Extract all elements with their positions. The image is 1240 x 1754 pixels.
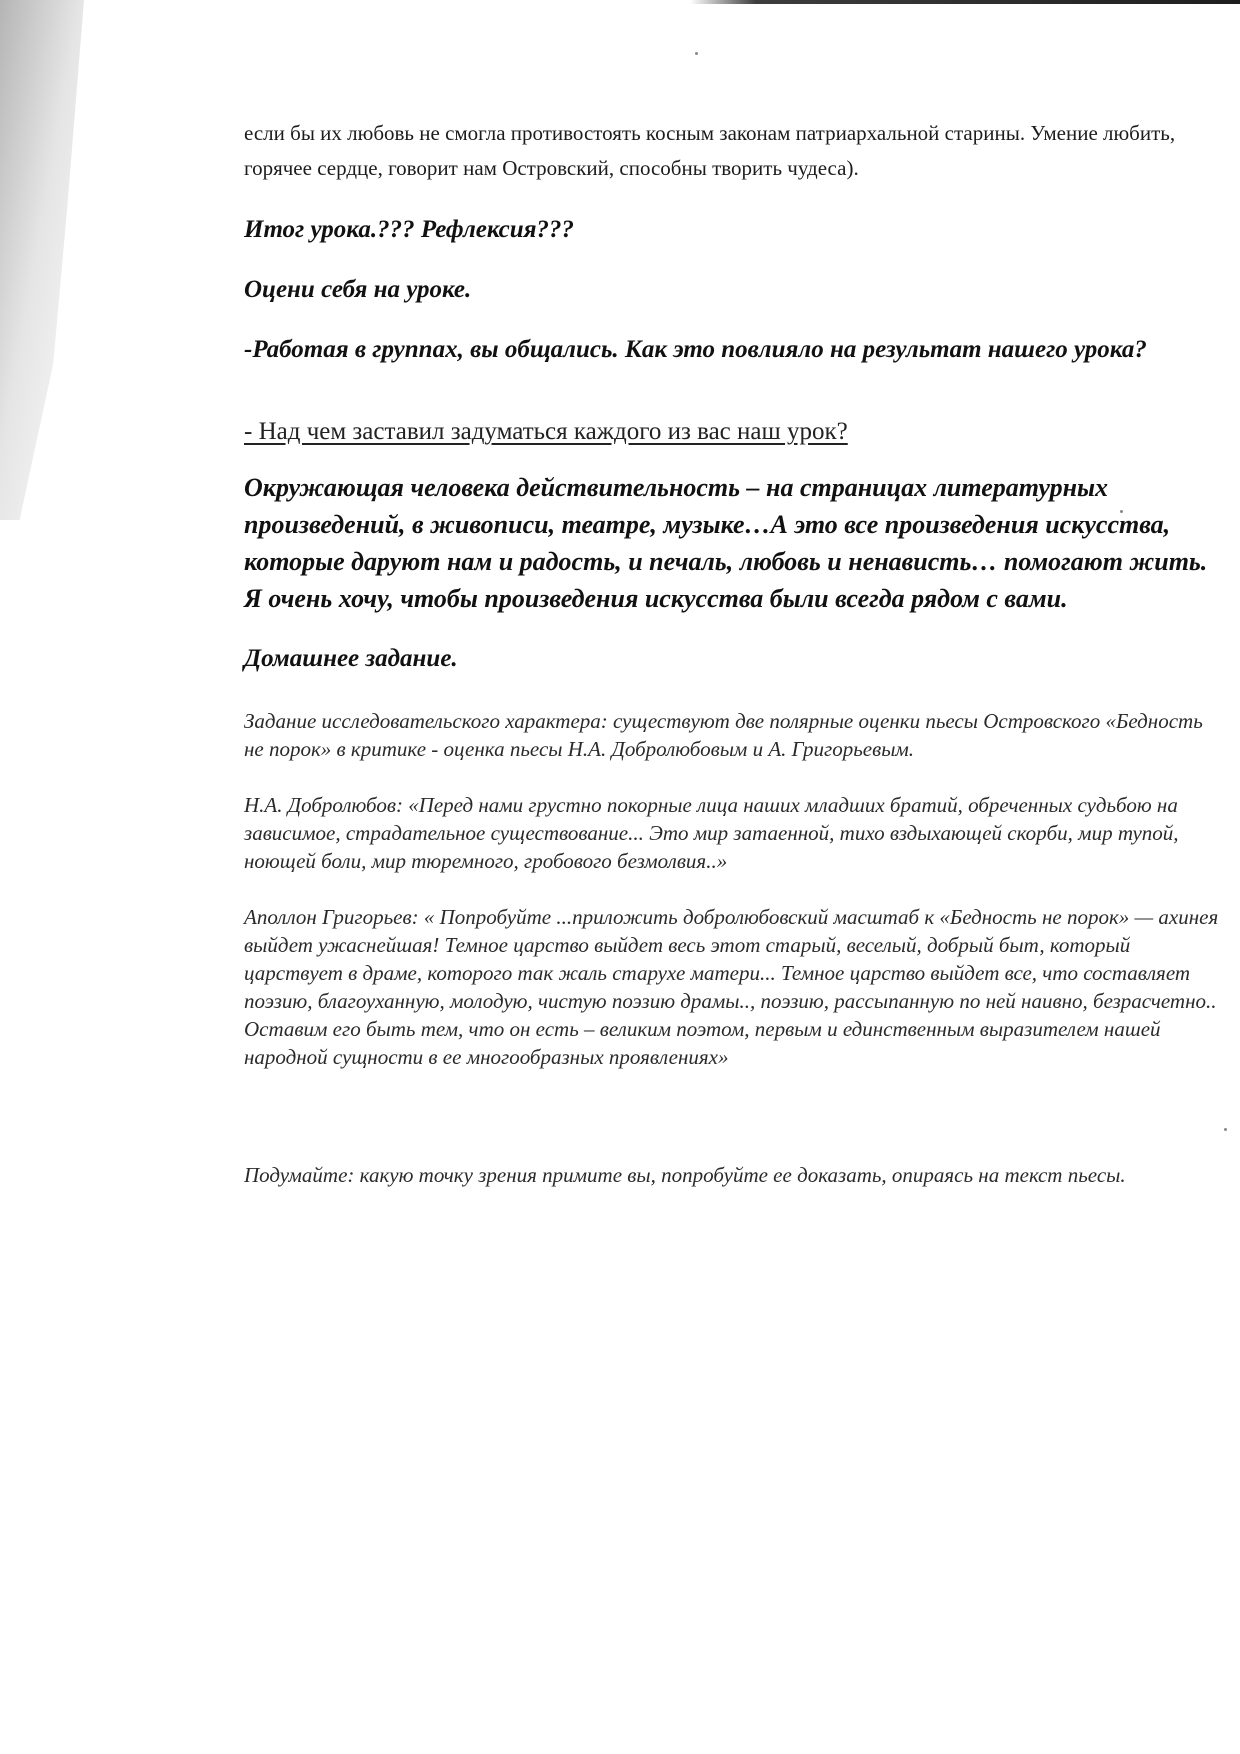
scan-speck [1224, 1128, 1227, 1131]
scan-shadow [0, 0, 140, 520]
grigoryev-quote: Аполлон Григорьев: « Попробуйте ...приложить добролюбовский масштаб к «Бедность не порок» — ахинея выйдет ужаснейшая! Темное царство выйдет весь этот старый, веселый, добрый быт, который царствует в драме, которого так жаль старухе матери... Темное царство выйдет все, что составляет поэзию, благоуханную, молодую, чистую поэзию драмы.., поэзию, рассыпанную по ней наивно, безрасчетно.. Оставим его быть тем, что он есть – великим поэтом, первым и единственным выразителем нашей народной сущности в ее многообразных проявлениях» [244, 904, 1219, 1069]
research-task: Задание исследовательского характера: существуют две полярные оценки пьесы Островского «Бедность не порок» в критике - оценка пьесы Н.А. Добролюбовым и А. Григорьевым. [244, 708, 1203, 761]
reflection-question: - Над чем заставил задуматься каждого из вас наш урок? [244, 418, 848, 445]
think-task: Подумайте: какую точку зрения примите вы, попробуйте ее доказать, опираясь на текст пьесы. [244, 1162, 1126, 1187]
closing-statement: Окружающая человека действительность – на страницах литературных произведений, в живописи, театре, музыке…А это все произведения искусства, которые даруют нам и радость, и печаль, любовь и ненависть… помогают жить. Я очень хочу, чтобы произведения искусства были всегда рядом с вами. [244, 472, 1208, 613]
scan-edge-top [690, 0, 1240, 4]
scan-speck [695, 52, 698, 55]
homework-heading: Домашнее задание. [244, 644, 458, 672]
summary-heading: Итог урока.??? Рефлексия??? [244, 216, 574, 243]
intro-paragraph: если бы их любовь не смогла противостоять косным законам патриархальной старины. Умение любить, горячее сердце, говорит нам Островский, способны творить чудеса). [244, 121, 1176, 180]
document-page [244, 116, 1224, 1189]
self-assess-prompt: Оцени себя на уроке. [244, 276, 472, 303]
group-question: -Работая в группах, вы общались. Как это повлияло на результат нашего урока? [244, 336, 1147, 363]
dobrolyubov-quote: Н.А. Добролюбов: «Перед нами грустно покорные лица наших младших братий, обреченных судьбою на зависимое, страдательное существование... Это мир затаенной, тихо вздыхающей скорби, мир тупой, ноющей боли, мир тюремного, гробового безмолвия..» [244, 792, 1179, 873]
